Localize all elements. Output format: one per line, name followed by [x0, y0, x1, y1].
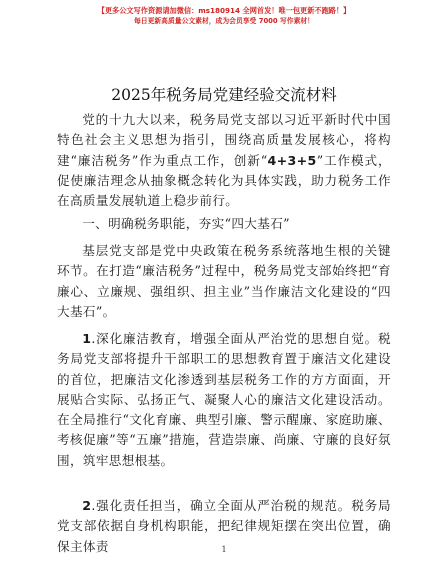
paragraph-intro-text-2: ”工作模式，促使廉洁理念从抽象概念转化为具体实践，助力税务工作在高质量发展轨道上稳步前行。	[57, 152, 391, 209]
promo-banner	[0, 6, 448, 26]
item-2-number: 2	[82, 498, 92, 513]
promo-banner-line-1: 【更多公文写作资源请加微信：ms180914 全网首发！唯一包更新不跑路！】	[97, 6, 351, 15]
promo-banner-line-2: 每日更新高质量公文素材，成为会员享受 7000 写作素材！	[134, 17, 314, 25]
paragraph-intro	[57, 110, 391, 211]
document-title: 2025年税务局党建经验交流材料	[111, 86, 337, 104]
item-1-number: 1	[82, 331, 92, 346]
paragraph-intro-text-1: 党的十九大以来，税务局党支部以习近平新时代中国特色社会主义思想为指引，围绕高质量发展核心，将构建“廉洁税务”作为重点工作，创新“	[57, 112, 391, 168]
section-heading-1: 一、明确税务职能，夯实“四大基石”	[82, 216, 290, 231]
paragraph-section-1: 基层党支部是党中央政策在税务系统落地生根的关键环节。在打造“廉洁税务”过程中，税务局党支部始终把“育廉心、立廉规、强组织、担主业”当作廉洁文化建设的“四大基石”。	[57, 243, 391, 319]
paragraph-item-1	[57, 329, 391, 471]
item-1-text: .深化廉洁教育，增强全面从严治党的思想自觉。税务局党支部将提升干部职工的思想教育置于廉洁文化建设的首位，把廉洁文化渗透到基层税务工作的方方面面，开展贴合实际、弘扬正气、凝聚人心的廉洁文化建设活动。在全局推行“文化育廉、典型引廉、警示醒廉、家庭助廉、考核促廉”等“五廉”措施，营造崇廉、尚廉、守廉的良好氛围，筑牢思想根基。	[57, 331, 391, 468]
page-number: 1	[221, 545, 227, 554]
item-2-text: .强化责任担当，确立全面从严治税的规范。税务局党支部依据自身机构职能，把纪律规矩摆在突出位置，确保主体责	[57, 498, 391, 554]
model-name-bold: 4+3+5	[267, 152, 317, 168]
